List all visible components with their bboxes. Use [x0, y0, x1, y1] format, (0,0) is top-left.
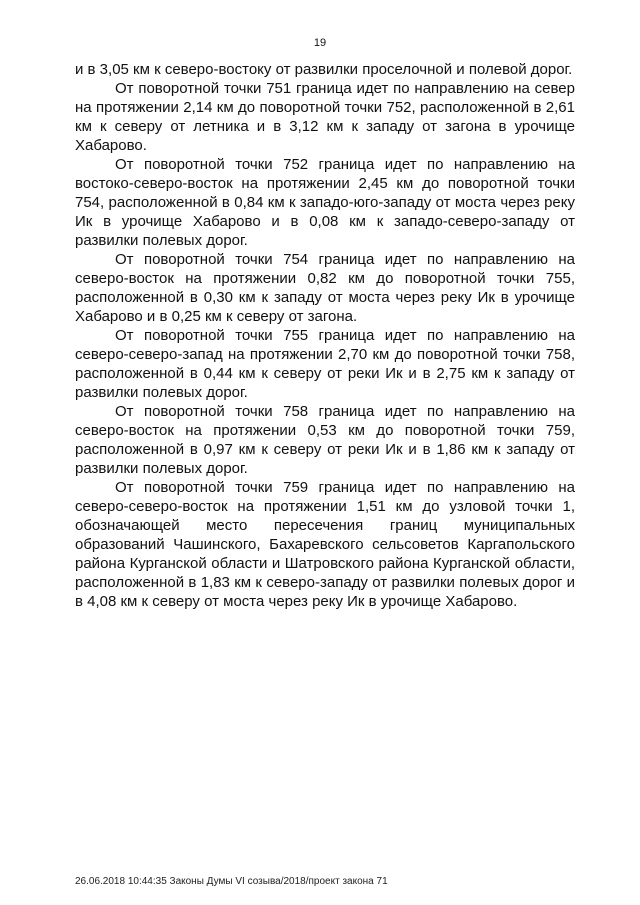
paragraph-point-758: От поворотной точки 758 граница идет по направлению на северо-восток на протяжении 0,53 км до поворотной точки 759, расположенной в 0,97 км к северу от реки Ик и в 1,86 км к западу от развилки полевых дорог.	[75, 403, 575, 477]
paragraph-continuation: и в 3,05 км к северо-востоку от развилки проселочной и полевой дорог.	[75, 61, 573, 78]
paragraph-point-751: От поворотной точки 751 граница идет по направлению на север на протяжении 2,14 км до поворотной точки 752, расположенной в 2,61 км к северу от летника и в 3,12 км к западу от загона в урочище Хабарово.	[75, 80, 575, 154]
document-body	[75, 60, 575, 611]
footer-stamp: 26.06.2018 10:44:35 Законы Думы VI созыва/2018/проект закона 71	[75, 876, 388, 887]
paragraph-point-759: От поворотной точки 759 граница идет по направлению на северо-северо-восток на протяжении 1,51 км до узловой точки 1, обозначающей место пересечения границ муниципальных образований Чашинского, Бахаревского сельсоветов Каргапольского района Курганской области и Шатровского района Курганской области, расположенной в 1,83 км к северо-западу от развилки полевых дорог и в 4,08 км к северу от моста через реку Ик в урочище Хабарово.	[75, 479, 575, 610]
paragraph-point-754: От поворотной точки 754 граница идет по направлению на северо-восток на протяжении 0,82 км до поворотной точки 755, расположенной в 0,30 км к западу от моста через реку Ик в урочище Хабарово и в 0,25 км к северу от загона.	[75, 251, 575, 325]
page-number: 19	[313, 37, 327, 49]
paragraph-point-752: От поворотной точки 752 граница идет по направлению на востоко-северо-восток на протяжении 2,45 км до поворотной точки 754, расположенной в 0,84 км к западо-юго-западу от моста через реку Ик в урочище Хабарово и в 0,08 км к западо-северо-западу от развилки полевых дорог.	[75, 156, 575, 249]
paragraph-point-755: От поворотной точки 755 граница идет по направлению на северо-северо-запад на протяжении 2,70 км до поворотной точки 758, расположенной в 0,44 км к северу от реки Ик и в 2,75 км к западу от развилки полевых дорог.	[75, 327, 575, 401]
